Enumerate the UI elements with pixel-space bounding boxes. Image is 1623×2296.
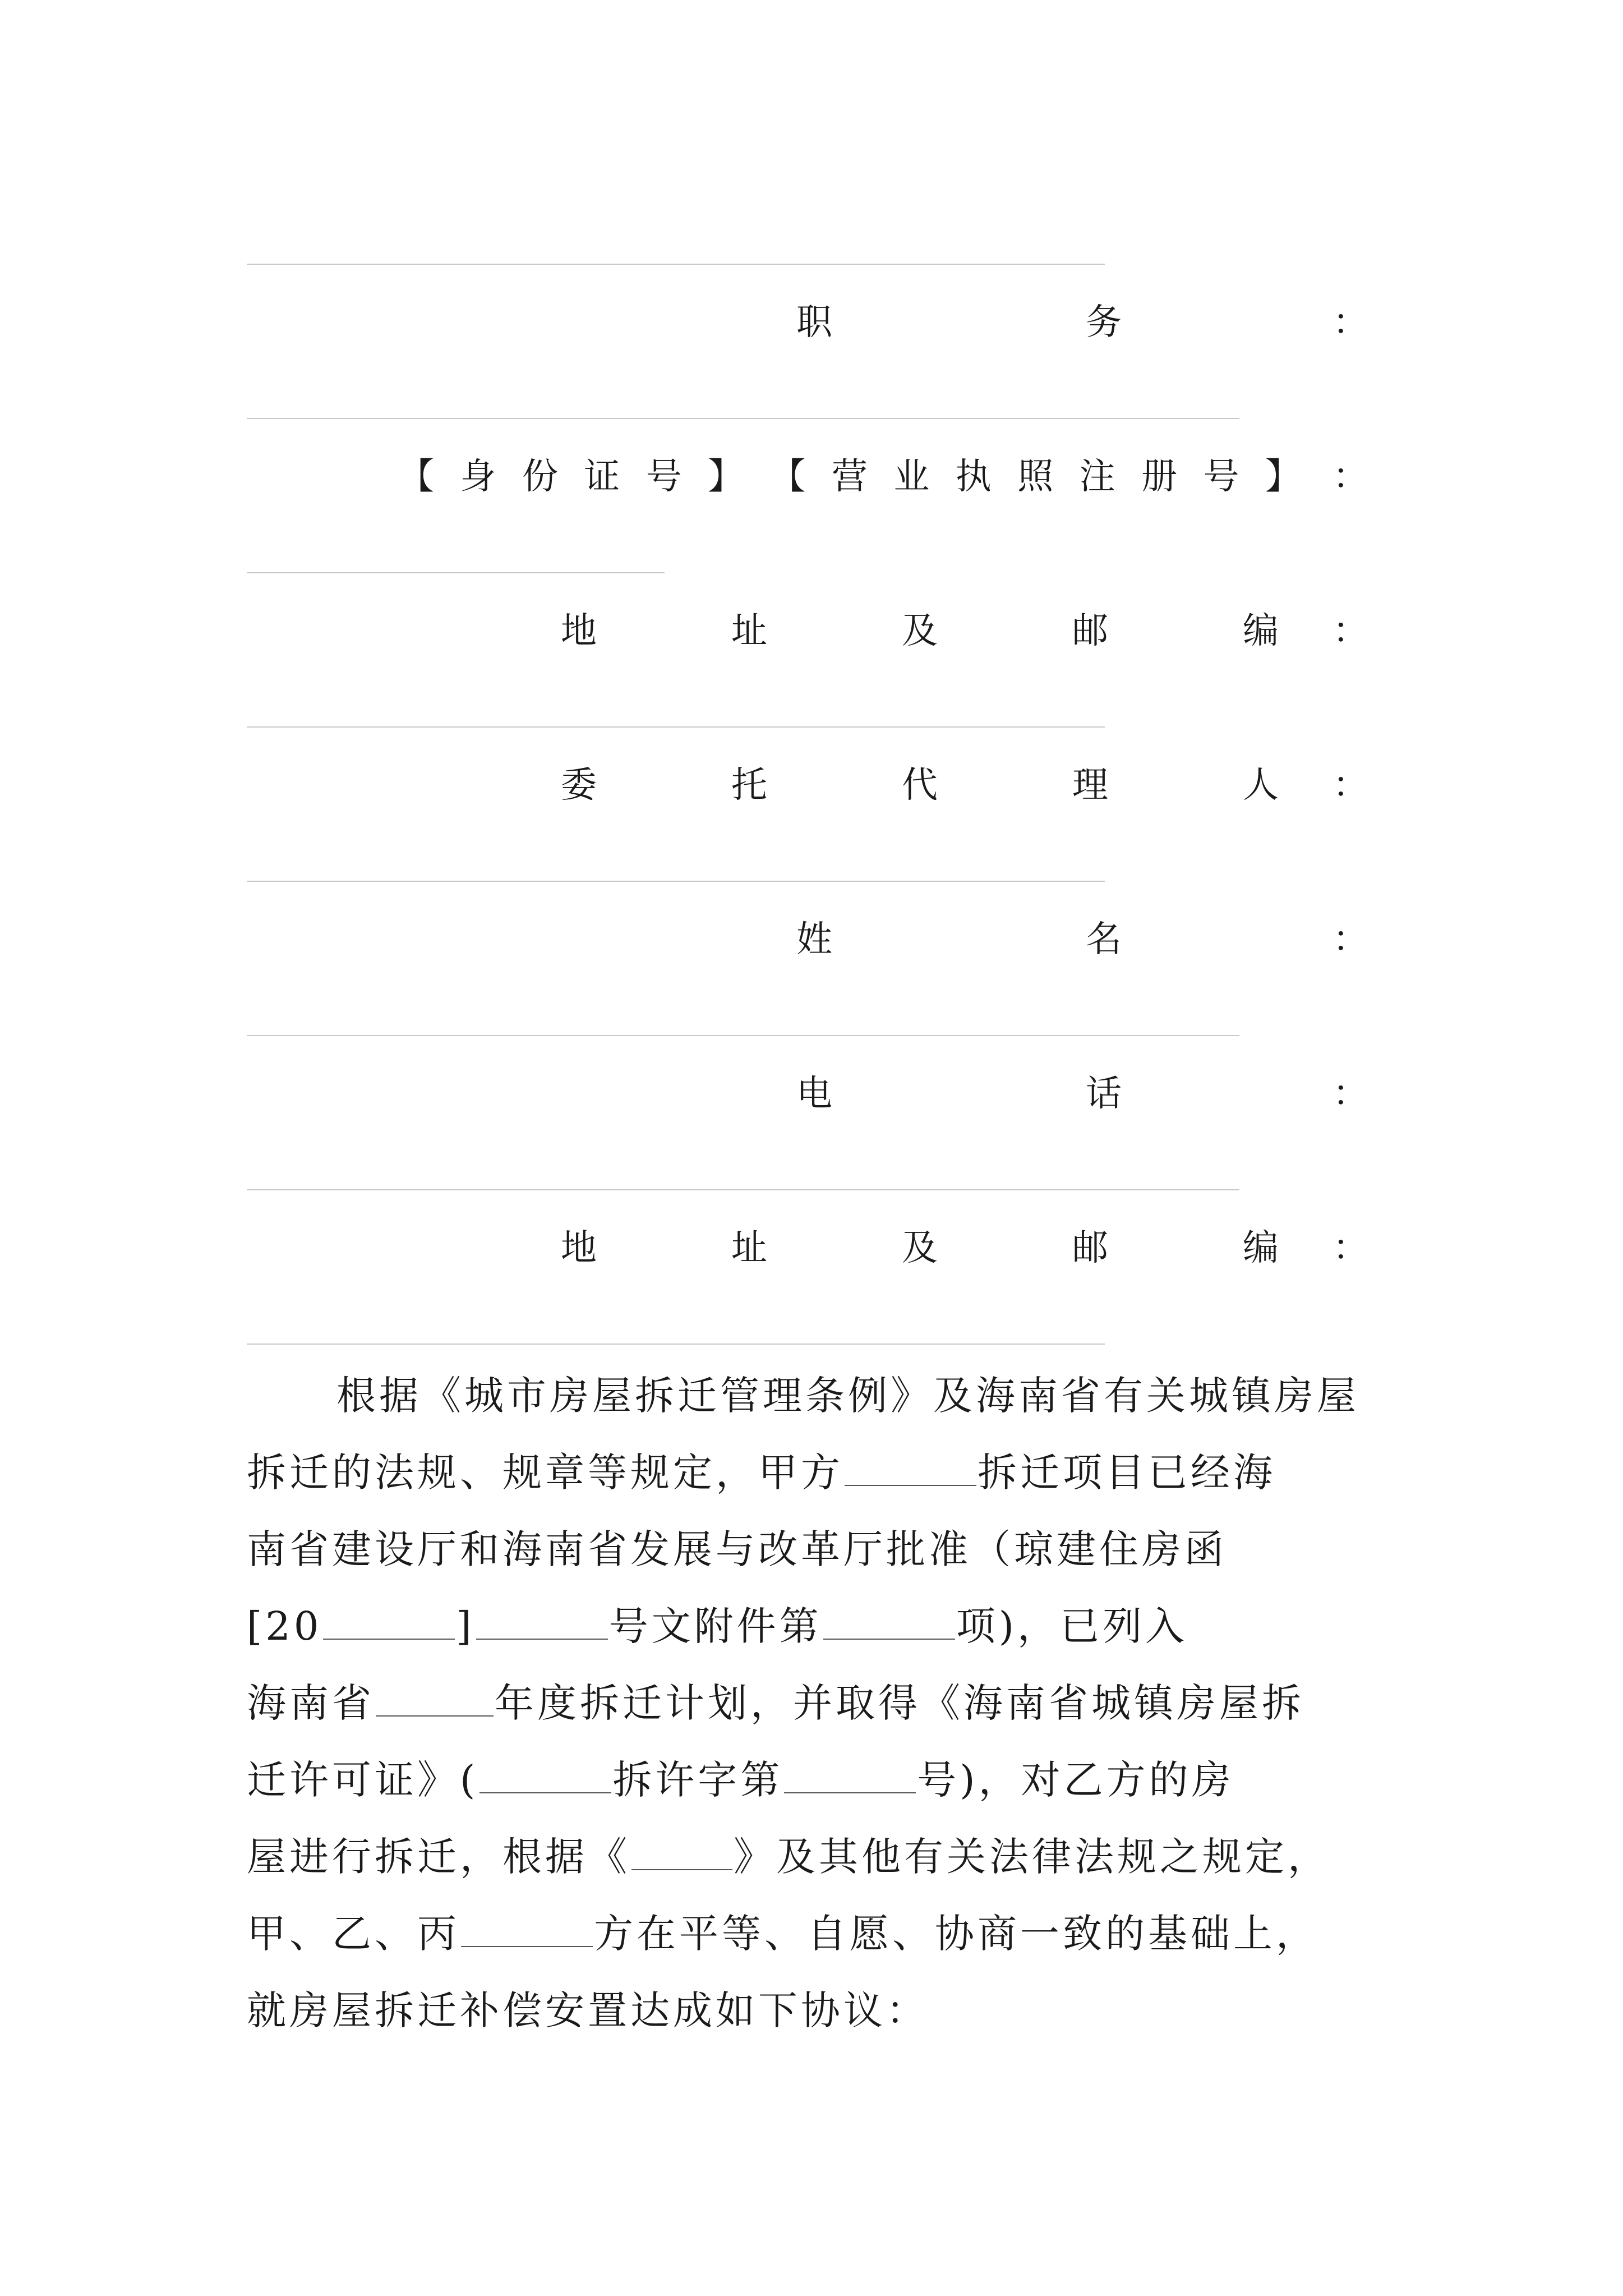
id-label-char: 身	[460, 456, 496, 498]
position-field	[247, 292, 1368, 353]
address-label-char: 编	[1243, 1227, 1279, 1269]
agent-label-char: 人	[1243, 765, 1279, 806]
id-label-char: 执	[955, 456, 992, 498]
party-blank[interactable]	[461, 1907, 593, 1947]
id-label-char: 照	[1017, 456, 1054, 498]
doc-year-blank[interactable]	[323, 1599, 455, 1640]
position-fill-line[interactable]	[247, 418, 1239, 419]
position-label-char: 务	[1086, 302, 1122, 343]
agent-colon: ：	[1332, 765, 1368, 806]
id-label-char: 注	[1079, 456, 1115, 498]
id-number-colon: ：	[1332, 456, 1368, 498]
address-postcode-colon-1: ：	[1332, 610, 1368, 652]
id-label-char: 份	[522, 456, 558, 498]
permit-number-blank[interactable]	[784, 1753, 916, 1793]
name-colon: ：	[1332, 919, 1368, 960]
name-field	[247, 909, 1368, 970]
paragraph-line: 甲、乙、丙 方在平等、自愿、协商一致的基础上，	[247, 1895, 1391, 1972]
address-label-char: 地	[561, 610, 597, 652]
phone-field	[247, 1063, 1368, 1125]
id-number-field	[247, 446, 1368, 508]
id-label-char: 】	[1265, 456, 1301, 498]
id-label-char: 号	[645, 456, 682, 498]
address-label-char: 址	[731, 1227, 767, 1269]
id-number-fill-line[interactable]	[247, 572, 665, 573]
id-label-char: 册	[1141, 456, 1178, 498]
paragraph-line: 就房屋拆迁补偿安置达成如下协议：	[247, 1987, 929, 2033]
id-label-char: 业	[893, 456, 930, 498]
address-postcode-field-2	[247, 1217, 1368, 1279]
id-label-char: 【	[398, 456, 434, 498]
address-postcode-colon-2: ：	[1332, 1227, 1368, 1269]
id-label-char: 营	[831, 456, 868, 498]
paragraph-line: 海南省 年度拆迁计划，并取得《海南省城镇房屋拆	[247, 1665, 1391, 1742]
id-label-char: 证	[584, 456, 620, 498]
address-label-char: 邮	[1072, 610, 1108, 652]
address-label-char: 编	[1243, 610, 1279, 652]
id-label-char: 】	[708, 456, 744, 498]
phone-fill-line[interactable]	[247, 1189, 1239, 1190]
id-label-char: 【	[769, 456, 806, 498]
regulation-name-blank[interactable]	[631, 1830, 732, 1870]
name-fill-line[interactable]	[247, 1035, 1239, 1036]
position-colon: ：	[1332, 302, 1368, 343]
address-label-char: 及	[902, 1227, 938, 1269]
plan-year-blank[interactable]	[376, 1676, 494, 1717]
name-label-char: 姓	[796, 919, 832, 960]
item-number-blank[interactable]	[823, 1599, 955, 1640]
permit-prefix-blank[interactable]	[479, 1753, 611, 1793]
agent-label-char: 代	[902, 765, 938, 806]
address-postcode-field-1	[247, 600, 1368, 662]
paragraph-line: 南省建设厅和海南省发展与改革厅批准（琼建住房函	[247, 1526, 1227, 1572]
agent-field	[247, 754, 1368, 816]
fill-line-top[interactable]	[247, 264, 1105, 265]
address-label-char: 址	[731, 610, 767, 652]
address-label-char: 地	[561, 1227, 597, 1269]
address-label-char: 及	[902, 610, 938, 652]
paragraph-line: [20 ] 号文附件第 项)，已列入	[247, 1588, 1391, 1665]
paragraph-line: 迁许可证》( 拆许字第 号)，对乙方的房	[247, 1742, 1391, 1819]
phone-colon: ：	[1332, 1073, 1368, 1115]
address-postcode-fill-line-1[interactable]	[247, 726, 1105, 728]
project-name-blank[interactable]	[845, 1446, 976, 1486]
agreement-preamble-paragraph	[247, 1358, 1391, 2049]
position-label-char: 职	[796, 302, 832, 343]
name-label-char: 名	[1086, 919, 1122, 960]
paragraph-line: 拆迁的法规、规章等规定，甲方 拆迁项目已经海	[247, 1434, 1391, 1511]
agent-label-char: 委	[561, 765, 597, 806]
paragraph-line: 根据《城市房屋拆迁管理条例》及海南省有关城镇房屋	[336, 1373, 1359, 1419]
address-postcode-fill-line-2[interactable]	[247, 1343, 1105, 1345]
doc-number-blank[interactable]	[476, 1599, 608, 1640]
agent-label-char: 托	[731, 765, 767, 806]
phone-label-char: 话	[1086, 1073, 1122, 1115]
agent-label-char: 理	[1072, 765, 1108, 806]
paragraph-line: 屋进行拆迁，根据《 》及其他有关法律法规之规定，	[247, 1819, 1391, 1895]
phone-label-char: 电	[796, 1073, 832, 1115]
address-label-char: 邮	[1072, 1227, 1108, 1269]
id-label-char: 号	[1203, 456, 1239, 498]
agent-fill-line[interactable]	[247, 881, 1105, 882]
